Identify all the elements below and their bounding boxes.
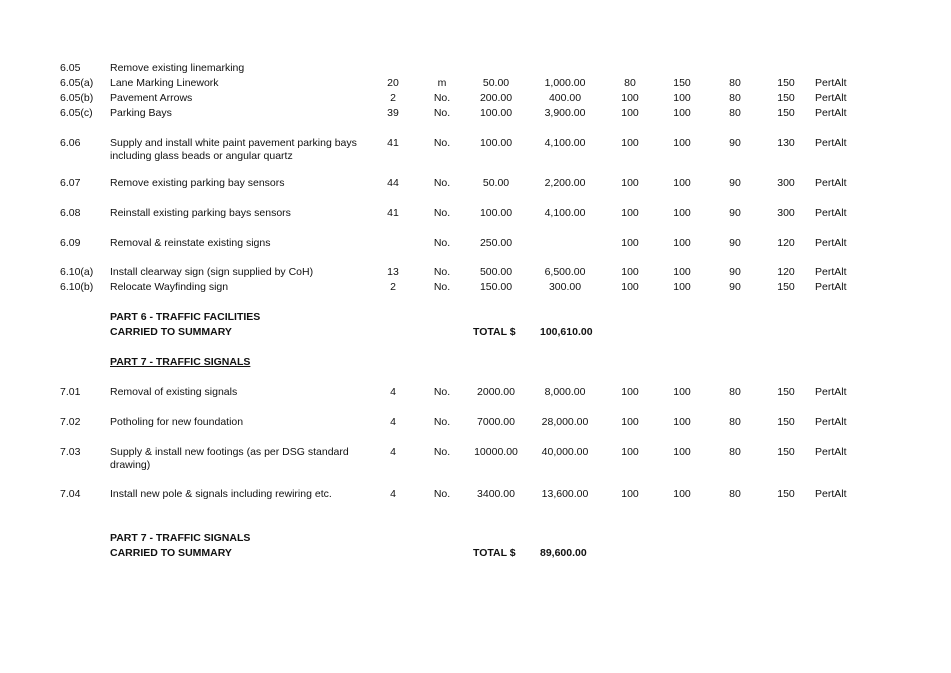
item-quantity: 41 bbox=[387, 137, 399, 149]
item-description: Supply & install new footings (as per DSG standard bbox=[110, 446, 349, 458]
line-item-continuation bbox=[0, 458, 951, 472]
item-code: 6.09 bbox=[60, 237, 81, 249]
line-item-row bbox=[0, 91, 951, 105]
item-col-a: 100 bbox=[621, 266, 639, 278]
item-rate: 50.00 bbox=[482, 77, 510, 89]
item-quantity: 39 bbox=[387, 107, 399, 119]
part6-total-label: TOTAL $ bbox=[473, 326, 516, 338]
item-rate: 100.00 bbox=[479, 137, 513, 149]
item-description: Lane Marking Linework bbox=[110, 77, 219, 89]
item-description-continued: drawing) bbox=[110, 459, 151, 471]
item-col-d: 150 bbox=[777, 92, 795, 104]
item-amount: 6,500.00 bbox=[544, 266, 586, 278]
part7-carried-label: CARRIED TO SUMMARY bbox=[110, 547, 232, 559]
line-item-row bbox=[0, 76, 951, 90]
item-unit: m bbox=[437, 77, 447, 89]
item-quantity: 4 bbox=[390, 416, 396, 428]
item-amount: 1,000.00 bbox=[544, 77, 586, 89]
item-col-b: 100 bbox=[673, 92, 691, 104]
item-col-a: 80 bbox=[624, 77, 636, 89]
item-code: 6.05(a) bbox=[60, 77, 94, 89]
item-col-d: 300 bbox=[777, 207, 795, 219]
item-col-d: 150 bbox=[777, 446, 795, 458]
item-description: Relocate Wayfinding sign bbox=[110, 281, 229, 293]
line-item-row bbox=[0, 487, 951, 501]
line-item-row bbox=[0, 385, 951, 399]
item-quantity: 2 bbox=[390, 92, 396, 104]
item-col-c: 90 bbox=[729, 266, 741, 278]
item-col-d: 120 bbox=[777, 237, 795, 249]
item-code: 6.07 bbox=[60, 177, 81, 189]
line-item-continuation bbox=[0, 149, 951, 163]
line-item-row bbox=[0, 136, 951, 150]
item-unit: No. bbox=[433, 137, 451, 149]
item-col-c: 80 bbox=[729, 77, 741, 89]
item-col-d: 150 bbox=[777, 281, 795, 293]
item-col-b: 100 bbox=[673, 266, 691, 278]
item-col-c: 90 bbox=[729, 281, 741, 293]
item-description: Removal & reinstate existing signs bbox=[110, 237, 271, 249]
item-quantity: 41 bbox=[387, 207, 399, 219]
item-col-d: 120 bbox=[777, 266, 795, 278]
line-item-row bbox=[0, 415, 951, 429]
item-col-a: 100 bbox=[621, 386, 639, 398]
item-col-b: 150 bbox=[673, 77, 691, 89]
item-unit: No. bbox=[433, 92, 451, 104]
part6-summary-title: PART 6 - TRAFFIC FACILITIES bbox=[110, 311, 261, 323]
item-source: PertAlt bbox=[815, 92, 847, 104]
item-code: 7.02 bbox=[60, 416, 81, 428]
item-amount: 3,900.00 bbox=[544, 107, 586, 119]
item-col-c: 80 bbox=[729, 386, 741, 398]
item-col-c: 90 bbox=[729, 177, 741, 189]
item-unit: No. bbox=[433, 446, 451, 458]
item-description: Remove existing parking bay sensors bbox=[110, 177, 285, 189]
item-code: 6.10(a) bbox=[60, 266, 94, 278]
item-unit: No. bbox=[433, 266, 451, 278]
line-item-row bbox=[0, 265, 951, 279]
part7-heading: PART 7 - TRAFFIC SIGNALS bbox=[110, 356, 251, 368]
item-quantity: 2 bbox=[390, 281, 396, 293]
item-col-b: 100 bbox=[673, 416, 691, 428]
item-col-b: 100 bbox=[673, 177, 691, 189]
item-description: Potholing for new foundation bbox=[110, 416, 244, 428]
item-description: Install clearway sign (sign supplied by CoH) bbox=[110, 266, 314, 278]
item-amount: 40,000.00 bbox=[541, 446, 589, 458]
item-unit: No. bbox=[433, 107, 451, 119]
item-code: 6.08 bbox=[60, 207, 81, 219]
item-col-a: 100 bbox=[621, 446, 639, 458]
item-code: 6.10(b) bbox=[60, 281, 94, 293]
item-quantity: 44 bbox=[387, 177, 399, 189]
item-col-d: 150 bbox=[777, 488, 795, 500]
item-source: PertAlt bbox=[815, 281, 847, 293]
part7-heading-row bbox=[0, 355, 951, 369]
item-col-a: 100 bbox=[621, 107, 639, 119]
line-item-row bbox=[0, 206, 951, 220]
item-unit: No. bbox=[433, 416, 451, 428]
item-source: PertAlt bbox=[815, 207, 847, 219]
item-col-a: 100 bbox=[621, 177, 639, 189]
item-unit: No. bbox=[433, 281, 451, 293]
item-rate: 3400.00 bbox=[477, 488, 515, 500]
item-rate: 7000.00 bbox=[477, 416, 515, 428]
line-item-row bbox=[0, 445, 951, 459]
item-col-c: 80 bbox=[729, 107, 741, 119]
item-source: PertAlt bbox=[815, 137, 847, 149]
item-col-b: 100 bbox=[673, 207, 691, 219]
item-source: PertAlt bbox=[815, 386, 847, 398]
item-col-d: 130 bbox=[777, 137, 795, 149]
item-quantity: 4 bbox=[390, 446, 396, 458]
part7-summary-title: PART 7 - TRAFFIC SIGNALS bbox=[110, 532, 251, 544]
item-source: PertAlt bbox=[815, 416, 847, 428]
item-source: PertAlt bbox=[815, 177, 847, 189]
item-col-a: 100 bbox=[621, 281, 639, 293]
item-col-b: 100 bbox=[673, 137, 691, 149]
item-description: Removal of existing signals bbox=[110, 386, 238, 398]
item-col-d: 300 bbox=[777, 177, 795, 189]
item-description: Supply and install white paint pavement parking bays bbox=[110, 137, 357, 149]
item-code: 6.05 bbox=[60, 62, 81, 74]
item-code: 7.03 bbox=[60, 446, 81, 458]
item-code: 6.06 bbox=[60, 137, 81, 149]
part7-total-label: TOTAL $ bbox=[473, 547, 516, 559]
item-description: Parking Bays bbox=[110, 107, 172, 119]
item-code: 6.05(c) bbox=[60, 107, 93, 119]
item-rate: 10000.00 bbox=[474, 446, 518, 458]
item-col-a: 100 bbox=[621, 488, 639, 500]
item-col-c: 90 bbox=[729, 137, 741, 149]
item-code: 7.01 bbox=[60, 386, 81, 398]
line-item-row bbox=[0, 280, 951, 294]
item-description-continued: including glass beads or angular quartz bbox=[110, 150, 293, 162]
part6-carried-label: CARRIED TO SUMMARY bbox=[110, 326, 232, 338]
line-item-row bbox=[0, 176, 951, 190]
item-col-b: 100 bbox=[673, 107, 691, 119]
item-unit: No. bbox=[433, 207, 451, 219]
item-unit: No. bbox=[433, 386, 451, 398]
item-amount: 400.00 bbox=[548, 92, 582, 104]
part6-summary-title-row bbox=[0, 310, 951, 324]
item-source: PertAlt bbox=[815, 237, 847, 249]
item-col-c: 90 bbox=[729, 207, 741, 219]
item-col-b: 100 bbox=[673, 281, 691, 293]
item-col-b: 100 bbox=[673, 386, 691, 398]
item-unit: No. bbox=[433, 177, 451, 189]
item-col-d: 150 bbox=[777, 107, 795, 119]
item-unit: No. bbox=[433, 488, 451, 500]
item-col-c: 80 bbox=[729, 446, 741, 458]
item-col-a: 100 bbox=[621, 92, 639, 104]
item-code: 6.05(b) bbox=[60, 92, 94, 104]
item-rate: 250.00 bbox=[479, 237, 513, 249]
item-col-c: 80 bbox=[729, 92, 741, 104]
item-col-a: 100 bbox=[621, 237, 639, 249]
item-col-d: 150 bbox=[777, 386, 795, 398]
part7-summary-total-row bbox=[0, 546, 951, 560]
item-rate: 100.00 bbox=[479, 207, 513, 219]
item-quantity: 4 bbox=[390, 386, 396, 398]
item-col-a: 100 bbox=[621, 207, 639, 219]
item-amount: 4,100.00 bbox=[544, 137, 586, 149]
item-col-a: 100 bbox=[621, 416, 639, 428]
item-amount: 300.00 bbox=[548, 281, 582, 293]
item-col-d: 150 bbox=[777, 416, 795, 428]
item-amount: 13,600.00 bbox=[541, 488, 589, 500]
item-quantity: 4 bbox=[390, 488, 396, 500]
part6-summary-total-row bbox=[0, 325, 951, 339]
item-rate: 500.00 bbox=[479, 266, 513, 278]
item-description: Remove existing linemarking bbox=[110, 62, 245, 74]
item-rate: 2000.00 bbox=[477, 386, 515, 398]
item-rate: 100.00 bbox=[479, 107, 513, 119]
item-quantity: 20 bbox=[387, 77, 399, 89]
line-item-row bbox=[0, 61, 951, 75]
item-code: 7.04 bbox=[60, 488, 81, 500]
item-col-b: 100 bbox=[673, 446, 691, 458]
item-col-d: 150 bbox=[777, 77, 795, 89]
part7-total-value: 89,600.00 bbox=[540, 547, 587, 559]
item-source: PertAlt bbox=[815, 77, 847, 89]
item-source: PertAlt bbox=[815, 488, 847, 500]
item-source: PertAlt bbox=[815, 266, 847, 278]
item-description: Reinstall existing parking bays sensors bbox=[110, 207, 291, 219]
item-quantity: 13 bbox=[387, 266, 399, 278]
item-amount: 2,200.00 bbox=[544, 177, 586, 189]
line-item-row bbox=[0, 236, 951, 250]
item-col-c: 90 bbox=[729, 237, 741, 249]
part6-total-value: 100,610.00 bbox=[540, 326, 593, 338]
item-rate: 200.00 bbox=[479, 92, 513, 104]
item-source: PertAlt bbox=[815, 107, 847, 119]
item-rate: 150.00 bbox=[479, 281, 513, 293]
line-item-row bbox=[0, 106, 951, 120]
item-amount: 28,000.00 bbox=[541, 416, 589, 428]
item-unit: No. bbox=[433, 237, 451, 249]
item-col-b: 100 bbox=[673, 488, 691, 500]
item-col-a: 100 bbox=[621, 137, 639, 149]
item-description: Pavement Arrows bbox=[110, 92, 193, 104]
item-source: PertAlt bbox=[815, 446, 847, 458]
item-description: Install new pole & signals including rewiring etc. bbox=[110, 488, 332, 500]
item-col-c: 80 bbox=[729, 416, 741, 428]
item-col-c: 80 bbox=[729, 488, 741, 500]
item-amount: 4,100.00 bbox=[544, 207, 586, 219]
item-rate: 50.00 bbox=[482, 177, 510, 189]
part7-summary-title-row bbox=[0, 531, 951, 545]
item-amount: 8,000.00 bbox=[544, 386, 586, 398]
item-col-b: 100 bbox=[673, 237, 691, 249]
